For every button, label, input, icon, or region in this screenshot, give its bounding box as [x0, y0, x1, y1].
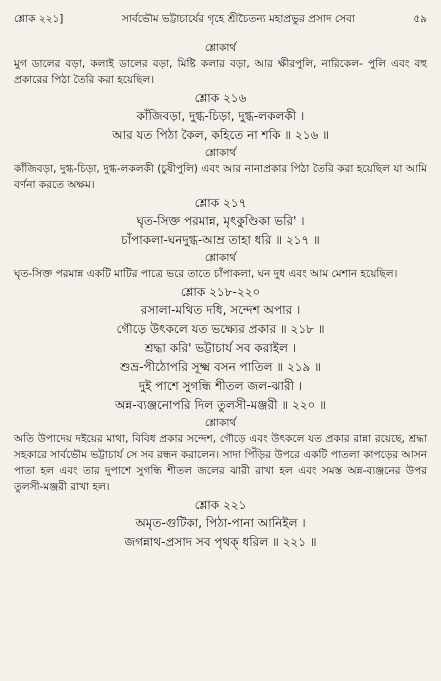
paragraph-line: মুগ ডালের বড়া, কলাই ডালের বড়া, মিষ্টি কলার বড়া, আর ক্ষীরপুলি, নারিকেল-: [14, 58, 363, 70]
verse-block: [14, 212, 427, 250]
paragraph-line: কাঁজিবড়া, দুগ্ধ-চিড়া, দুগ্ধ-লকলকী (চুষীপুলি) এবং আর নানাপ্রকার পিঠা তৈরি করা: [14, 163, 354, 175]
paragraph-line: হয়েছিল যা আমি বর্ণনা করতে অক্ষম।: [14, 163, 427, 191]
verse-number: শ্লোক ২১৭: [194, 196, 247, 210]
translation-heading: শ্লোকার্থ: [204, 42, 237, 54]
verse-line: জগন্নাথ-প্রসাদ সব পৃথক্‌ ধরিল ॥ ২২১ ॥: [124, 535, 317, 549]
verse-line: ঘৃত-সিক্ত পরমান্ন, মৃৎকুণ্ডিকা ভরি' ।: [136, 214, 305, 228]
verse-line: কাঁজিবড়া, দুগ্ধ-চিড়া, দুগ্ধ-লকলকী ।: [136, 109, 305, 123]
verse-line: অন্ন-ব্যঞ্জনোপরি দিল তুলসী-মঞ্জরী ॥ ২২০ ॥: [115, 398, 326, 412]
page-body: [14, 40, 427, 552]
paragraph-line: পুলি এবং বহু প্রকারের পিঠা তৈরি করা হয়েছিল।: [14, 58, 428, 86]
verse-line: রসালা-মথিত দধি, সন্দেশ অপার ।: [140, 303, 301, 317]
verse-block: [14, 514, 427, 552]
verse-line: অমৃত-গুটিকা, পিঠা-পানা আনিইল ।: [135, 516, 306, 530]
verse-line: চাঁপাকলা-ঘনদুগ্ধ-আম্র তাহা ধরি ॥ ২১৭ ॥: [121, 233, 320, 247]
paragraph-line: অতি উপাদেয় দইয়ের মাথা, বিবিধ প্রকার সন্দেশ, গৌড়ে এবং উৎকলে যত প্রকার: [14, 433, 350, 445]
verse-number: শ্লোক ২২১: [194, 498, 247, 512]
verse-line: দুই পাশে সুগন্ধি শীতল জল-ঝারী ।: [138, 379, 303, 393]
paragraph-line: রান্না রয়েছে, শ্রদ্ধা সহকারে সার্বভৌম ভট্টাচার্য সে সব রন্ধন করালেন। সাদা পিঁড়ির: [14, 433, 427, 461]
page-number: ৫৯: [413, 13, 427, 25]
verse-block: [14, 301, 427, 415]
verse-line: শুভ্র-পীঠোপরি সূক্ষ্ম বসন পাতিল ॥ ২১৯ ॥: [120, 360, 321, 374]
translation-heading: শ্লোকার্থ: [204, 252, 237, 264]
paragraph-line: উপরে একটি পাতলা কাপড়ের আসন পাতা হল এবং তার দুপাশে সুগন্ধি শীতল জলের: [14, 449, 428, 477]
verse-number: শ্লোক ২১৮-২২০: [180, 285, 261, 299]
translation-heading: শ্লোকার্থ: [204, 147, 237, 159]
translation-paragraph: [14, 161, 427, 193]
translation-paragraph: [14, 431, 427, 495]
translation-paragraph: [14, 56, 427, 88]
translation-paragraph: [14, 266, 427, 282]
paragraph-line: হয়েছিল।: [360, 268, 398, 280]
verse-line: আর যত পিঠা কৈল, কহিতে না শকি ॥ ২১৬ ॥: [112, 128, 329, 142]
header-chapter-title: সার্বভৌম ভট্টাচার্যের গৃহে শ্রীচৈতন্য মহাপ্রভুর প্রসাদ সেবা: [121, 13, 355, 25]
paragraph-line: ঝারী রাখা হল এবং সমস্ত অন্ন-ব্যঞ্জনের উপর তুলসী-মঞ্জরী রাখা হল।: [14, 465, 427, 493]
translation-heading: শ্লোকার্থ: [204, 417, 237, 429]
verse-line: গৌড়ে উৎকলে যত ভক্ষ্যের প্রকার ॥ ২১৮ ॥: [116, 322, 325, 336]
verse-line: শ্রদ্ধা করি' ভট্টাচার্য সব করাইল ।: [144, 341, 297, 355]
header-verse-ref: শ্লোক ২২১]: [14, 13, 64, 25]
paragraph-line: ঘৃত-সিক্ত পরমান্ন একটি মাটির পাত্রে ভরে তাতে চাঁপাকলা, ঘন দুধ এবং আম মেশান: [14, 268, 358, 280]
verse-block: [14, 107, 427, 145]
verse-number: শ্লোক ২১৬: [194, 91, 247, 105]
running-header: [14, 12, 427, 26]
